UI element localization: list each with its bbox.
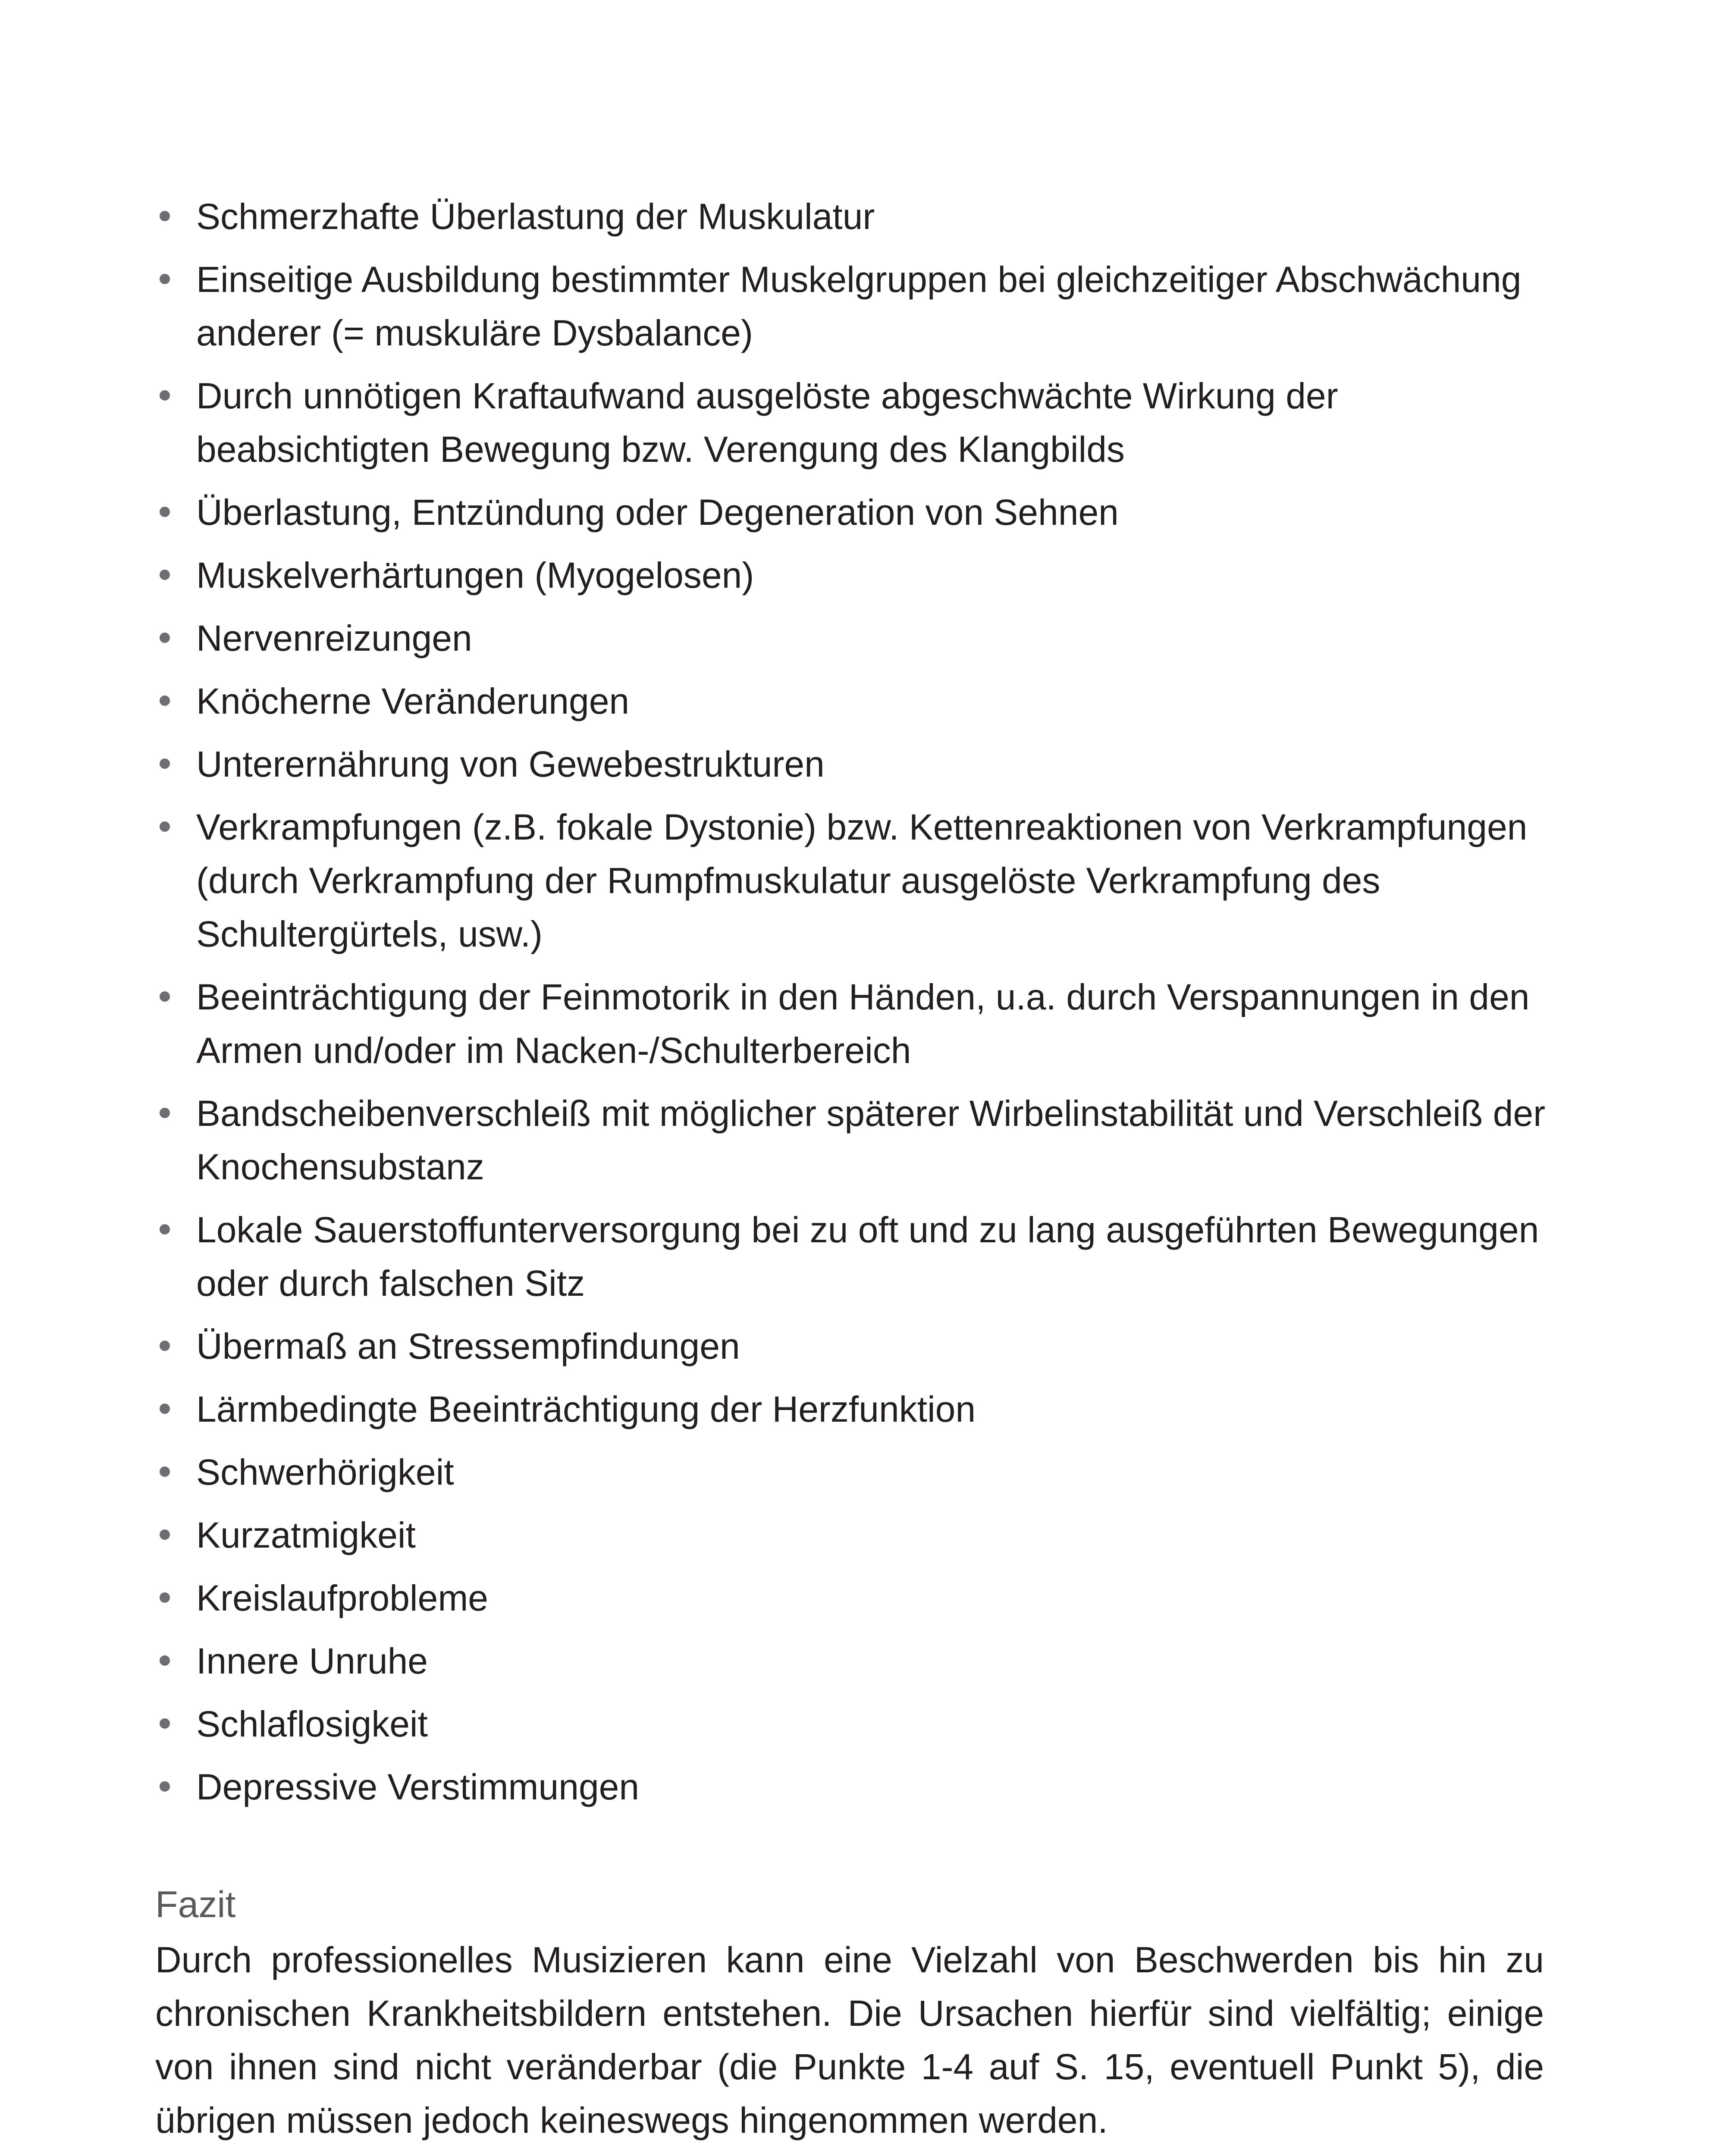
list-item [155,253,1553,360]
list-item-text: Einseitige Ausbildung bestimmter Muskelgruppen bei gleichzeitiger Abschwächung anderer (= muskuläre Dysbalance) [196,259,1522,353]
list-item-text: Muskelverhärtungen (Myogelosen) [196,555,754,595]
bullet-icon [160,507,170,517]
list-item-text: Durch unnötigen Kraftaufwand ausgelöste abgeschwächte Wirkung der beabsichtigten Bewegung bzw. Verengung des Klangbilds [196,376,1338,470]
bullet-icon [160,211,170,221]
list-item [155,369,1553,476]
list-item [155,1445,1553,1499]
bullet-icon [160,1529,170,1540]
section-paragraph: Durch professionelles Musizieren kann eine Vielzahl von Beschwerden bis hin zu chronischen Krankheitsbildern entstehen. Die Ursachen hierfür sind vielfältig; einige von ihnen sind nicht veränderbar (die Punkte 1-4 auf S. 15, eventuell Punkt 5), die übrigen müssen jedoch keineswegs hingenommen werden. [155,1940,1544,2140]
list-item-text: Übermaß an Stressempfindungen [196,1326,740,1366]
list-item-text: Schmerzhafte Überlastung der Muskulatur [196,196,875,237]
bullet-icon [160,696,170,706]
list-item-text: Kreislaufprobleme [196,1578,489,1618]
list-item-text: Überlastung, Entzündung oder Degeneration von Sehnen [196,492,1119,533]
list-item [155,1087,1553,1194]
bullet-icon [160,1467,170,1477]
bullet-icon [160,1404,170,1414]
list-item-text: Nervenreizungen [196,618,472,658]
list-item-text: Knöcherne Veränderungen [196,681,630,721]
list-item [155,1382,1553,1436]
list-item-text: Kurzatmigkeit [196,1515,416,1555]
symptom-list [155,190,1553,1823]
bullet-icon [160,1592,170,1603]
bullet-icon [160,390,170,401]
bullet-icon [160,1718,170,1729]
list-item [155,1760,1553,1814]
list-item [155,674,1553,728]
bullet-icon [160,821,170,832]
list-item [155,190,1553,243]
list-item [155,611,1553,665]
list-item [155,800,1553,961]
list-item-text: Verkrampfungen (z.B. fokale Dystonie) bzw. Kettenreaktionen von Verkrampfungen (durch Verkrampfung der Rumpfmuskulatur ausgelöste Verkrampfung des Schultergürtels, usw.) [196,807,1528,954]
bullet-icon [160,1341,170,1351]
bullet-icon [160,274,170,284]
bullet-icon [160,1655,170,1666]
list-item [155,737,1553,791]
list-item [155,970,1553,1077]
list-item-text: Lärmbedingte Beeinträchtigung der Herzfunktion [196,1389,976,1429]
list-item [155,1203,1553,1310]
list-item [155,1697,1553,1751]
list-item-text: Unterernährung von Gewebestrukturen [196,744,825,784]
list-item-text: Innere Unruhe [196,1641,428,1681]
bullet-icon [160,1224,170,1235]
list-item-text: Bandscheibenverschleiß mit möglicher späterer Wirbelinstabilität und Verschleiß der Knochensubstanz [196,1093,1546,1187]
bullet-icon [160,1781,170,1792]
bullet-icon [160,991,170,1002]
list-item [155,548,1553,602]
list-item [155,1571,1553,1625]
list-item [155,1319,1553,1373]
list-item [155,1634,1553,1688]
bullet-icon [160,633,170,643]
list-item-text: Lokale Sauerstoffunterversorgung bei zu oft und zu lang ausgeführten Bewegungen oder durch falschen Sitz [196,1210,1539,1304]
list-item-text: Schwerhörigkeit [196,1452,454,1492]
bullet-icon [160,570,170,580]
list-item [155,486,1553,539]
list-item [155,1508,1553,1562]
bullet-icon [160,1108,170,1118]
fazit-section [155,1878,1544,2147]
list-item-text: Depressive Verstimmungen [196,1767,640,1807]
bullet-icon [160,758,170,769]
section-heading: Fazit [155,1884,236,1925]
list-item-text: Beeinträchtigung der Feinmotorik in den Händen, u.a. durch Verspannungen in den Armen und/oder im Nacken-/Schulterbereich [196,977,1530,1071]
list-item-text: Schlaflosigkeit [196,1704,428,1744]
